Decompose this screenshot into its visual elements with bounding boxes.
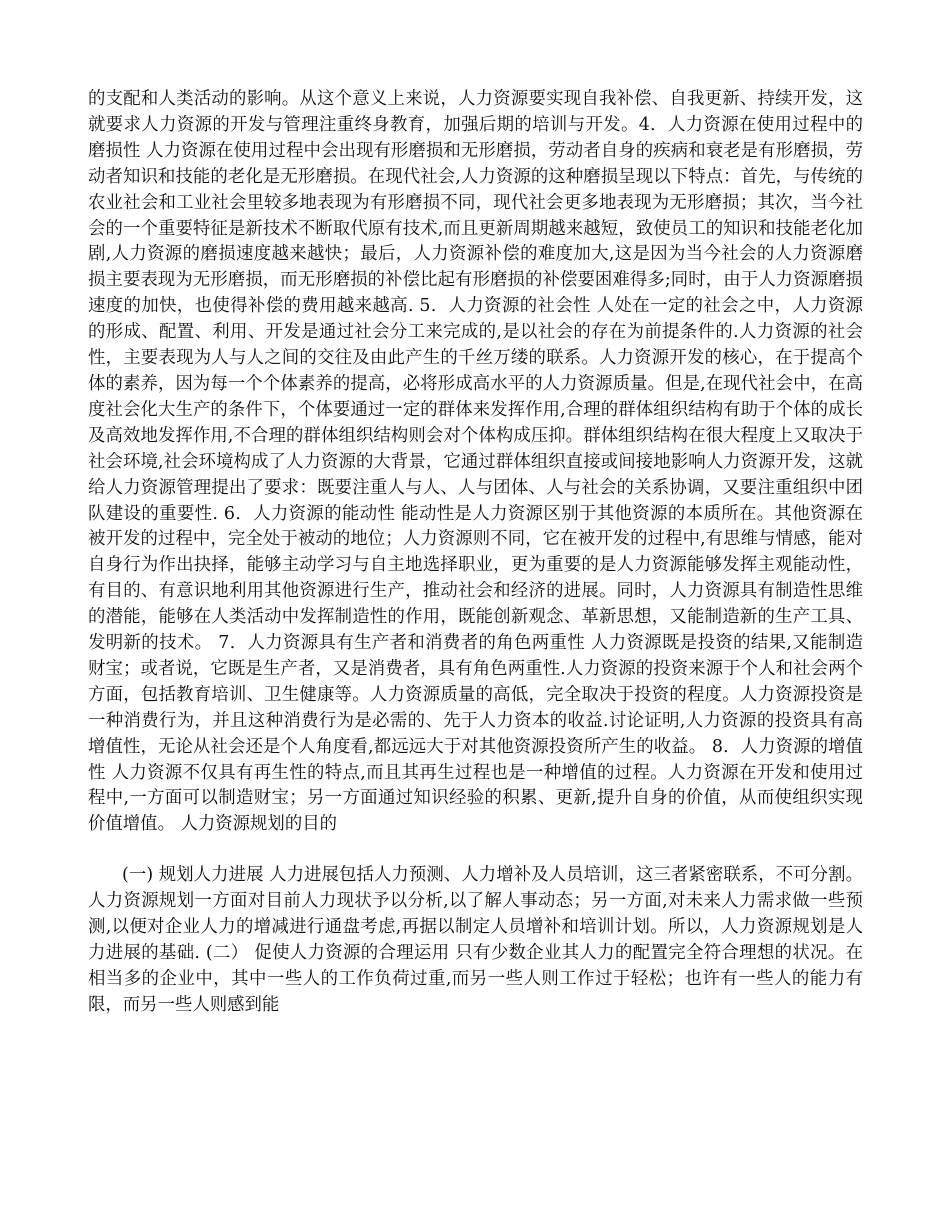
body-paragraph-section: (一) 规划人力进展 人力进展包括人力预测、人力增补及人员培训，这三者紧密联系，不可分割。人力资源规划一方面对目前人力现状予以分析,以了解人事动态；另一方面,对未来人力需求做一些预测,以便对企业人力的增减进行通盘考虑,再据以制定人员增补和培训计划。所以，人力资源规划是人力进展的基础. (二） 促使人力资源的合理运用 只有少数企业其人力的配置完全符合理想的状况。在相当多的企业中，其中一些人的工作负荷过重,而另一些人则工作过于轻松；也许有一些人的能力有限，而另一些人则感到能: [88, 865, 863, 1015]
document-page: [88, 87, 863, 1019]
body-paragraph: 的支配和人类活动的影响。从这个意义上来说，人力资源要实现自我补偿、自我更新、持续开发，这就要求人力资源的开发与管理注重终身教育，加强后期的培训与开发。4．人力资源在使用过程中的磨损性 人力资源在使用过程中会出现有形磨损和无形磨损，劳动者自身的疾病和衰老是有形磨损，劳动者知识和技能的老化是无形磨损。在现代社会,人力资源的这种磨损呈现以下特点：首先，与传统的农业社会和工业社会里较多地表现为有形磨损不同，现代社会更多地表现为无形磨损；其次，当今社会的一个重要特征是新技术不断取代原有技术,而且更新周期越来越短，致使员工的知识和技能老化加剧,人力资源的磨损速度越来越快；最后，人力资源补偿的难度加大,这是因为当今社会的人力资源磨损主要表现为无形磨损，而无形磨损的补偿比起有形磨损的补偿要困难得多;同时，由于人力资源磨损速度的加快，也使得补偿的费用越来越高. 5．人力资源的社会性 人处在一定的社会之中，人力资源的形成、配置、利用、开发是通过社会分工来完成的,是以社会的存在为前提条件的.人力资源的社会性，主要表现为人与人之间的交往及由此产生的千丝万缕的联系。人力资源开发的核心，在于提高个体的素养，因为每一个个体素养的提高，必将形成高水平的人力资源质量。但是,在现代社会中，在高度社会化大生产的条件下，个体要通过一定的群体来发挥作用,合理的群体组织结构有助于个体的成长及高效地发挥作用,不合理的群体组织结构则会对个体构成压抑。群体组织结构在很大程度上又取决于社会环境,社会环境构成了人力资源的大背景，它通过群体组织直接或间接地影响人力资源开发，这就给人力资源管理提出了要求：既要注重人与人、人与团体、人与社会的关系协调，又要注重组织中团队建设的重要性. 6．人力资源的能动性 能动性是人力资源区别于其他资源的本质所在。其他资源在被开发的过程中，完全处于被动的地位；人力资源则不同，它在被开发的过程中,有思维与情感，能对自身行为作出抉择，能够主动学习与自主地选择职业，更为重要的是人力资源能够发挥主观能动性，有目的、有意识地利用其他资源进行生产，推动社会和经济的进展。同时，人力资源具有制造性思维的潜能，能够在人类活动中发挥制造性的作用，既能创新观念、革新思想，又能制造新的生产工具、发明新的技术。 7．人力资源具有生产者和消费者的角色两重性 人力资源既是投资的结果,又能制造财宝；或者说，它既是生产者，又是消费者，具有角色两重性.人力资源的投资来源于个人和社会两个方面，包括教育培训、卫生健康等。人力资源质量的高低，完全取决于投资的程度。人力资源投资是一种消费行为，并且这种消费行为是必需的、先于人力资本的收益.讨论证明,人力资源的投资具有高增值性，无论从社会还是个人角度看,都远远大于对其他资源投资所产生的收益。 8．人力资源的增值性 人力资源不仅具有再生性的特点,而且其再生过程也是一种增值的过程。人力资源在开发和使用过程中,一方面可以制造财宝；另一方面通过知识经验的积累、更新,提升自身的价值，从而使组织实现价值增值。 人力资源规划的目的: [88, 89, 863, 835]
